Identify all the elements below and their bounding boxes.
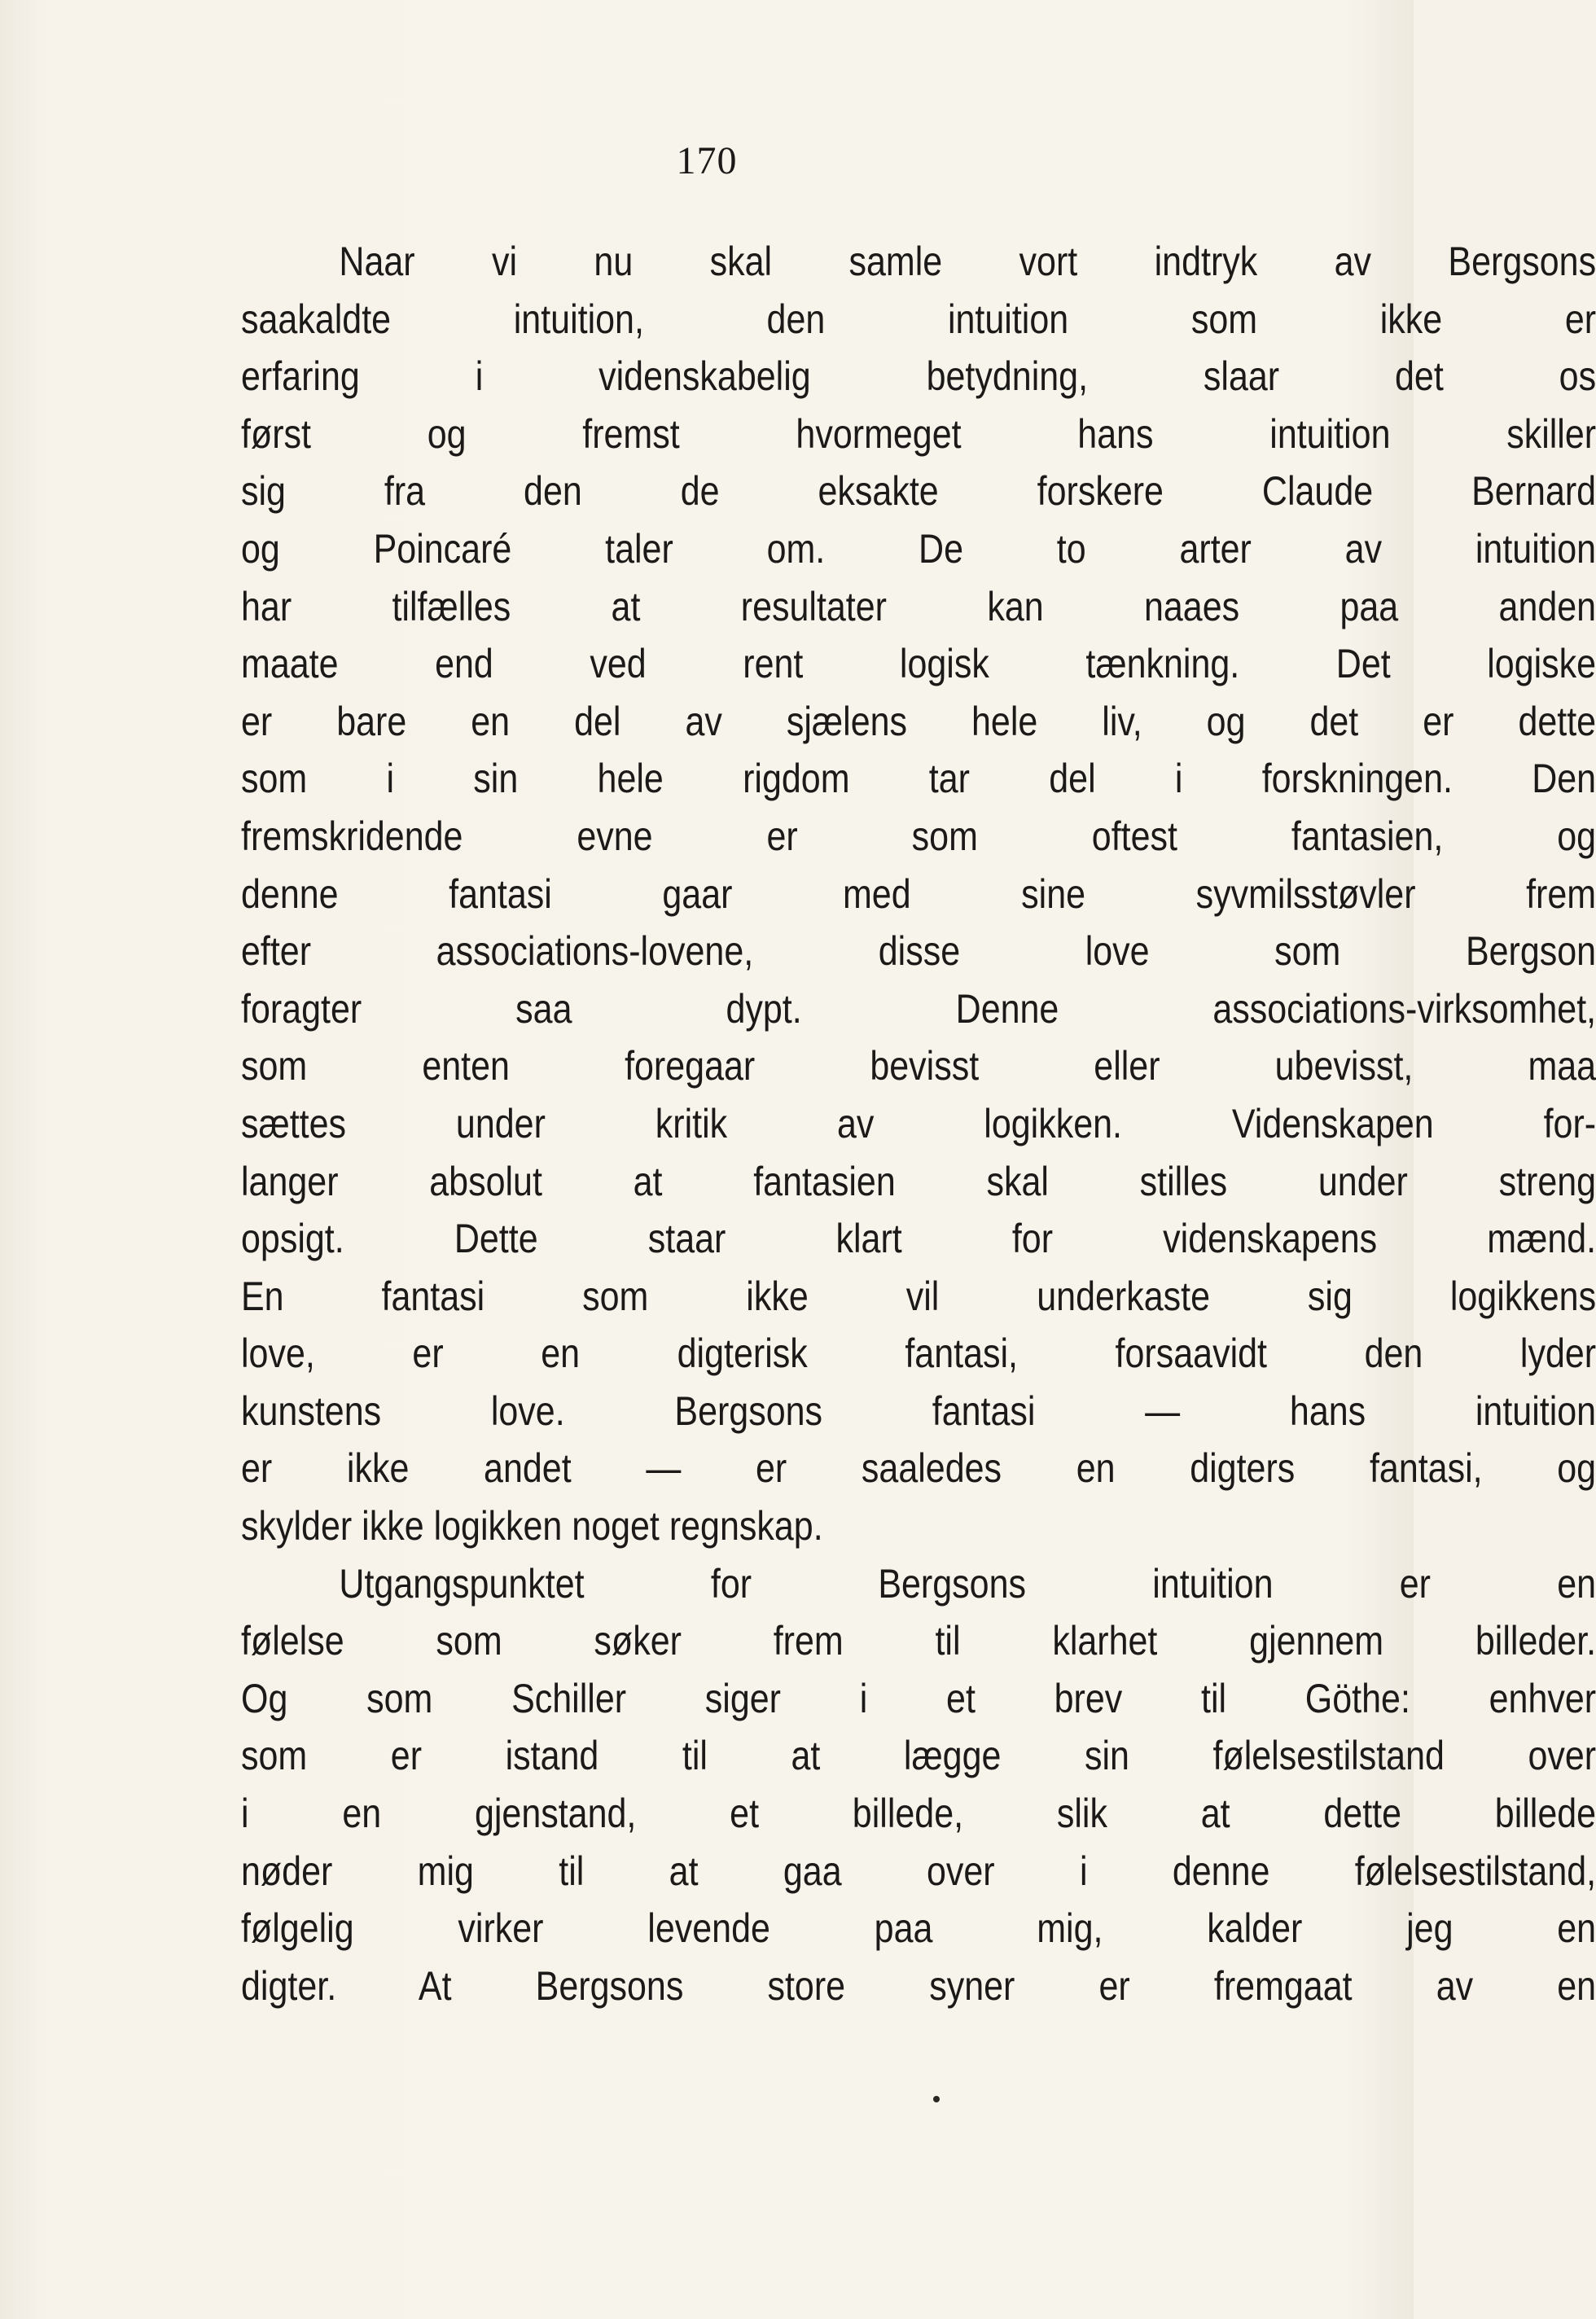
body-text [241, 233, 1596, 2014]
text-line: langer absolut at fantasien skal stilles under streng [241, 1158, 1596, 1204]
text-line: følelse som søker frem til klarhet gjennem billeder. [241, 1618, 1596, 1664]
text-line: er ikke andet — er saaledes en digters fantasi, og [241, 1445, 1596, 1492]
text-line: skylder ikke logikken noget regnskap. [241, 1503, 823, 1550]
text-line: saakaldte intuition, den intuition som ikke er [241, 296, 1596, 342]
text-line: som i sin hele rigdom tar del i forskningen. Den [241, 756, 1596, 802]
text-line: og Poincaré taler om. De to arter av intuition [241, 525, 1596, 572]
text-line: som er istand til at lægge sin følelsestilstand over [241, 1733, 1596, 1779]
text-line: foragter saa dypt. Denne associations-virksomhet, [241, 985, 1596, 1032]
text-line: fremskridende evne er som oftest fantasien, og [241, 813, 1596, 859]
text-line: Og som Schiller siger i et brev til Göthe: enhver [241, 1675, 1596, 1721]
text-line: sættes under kritik av logikken. Videnskapen for- [241, 1100, 1596, 1146]
text-line: Naar vi nu skal samle vort indtryk av Bergsons [339, 239, 1596, 284]
text-line: i en gjenstand, et billede, slik at dette billede [241, 1791, 1596, 1837]
text-line: love, er en digterisk fantasi, forsaavidt den lyder [241, 1330, 1596, 1377]
text-line: erfaring i videnskabelig betydning, slaar det os [241, 353, 1596, 400]
text-line: har tilfælles at resultater kan naaes paa anden [241, 583, 1596, 629]
text-line: er bare en del av sjælens hele liv, og det er dette [241, 698, 1596, 744]
ink-speck [933, 2096, 940, 2102]
text-line: som enten foregaar bevisst eller ubevisst, maa [241, 1043, 1596, 1089]
text-line: En fantasi som ikke vil underkaste sig logikkens [241, 1273, 1596, 1319]
text-line: opsigt. Dette staar klart for videnskapens mænd. [241, 1216, 1596, 1262]
text-line: sig fra den de eksakte forskere Claude Bernard [241, 468, 1596, 515]
text-line: Utgangspunktet for Bergsons intuition er en [339, 1560, 1596, 1607]
text-line: efter associations-lovene, disse love som Bergson [241, 928, 1596, 975]
page-number: 170 [676, 139, 738, 182]
text-line: maate end ved rent logisk tænkning. Det logiske [241, 641, 1596, 687]
text-line: nøder mig til at gaa over i denne følelsestilstand, [241, 1848, 1596, 1894]
text-line: kunstens love. Bergsons fantasi — hans intuition [241, 1387, 1596, 1434]
text-line: denne fantasi gaar med sine syvmilsstøvler frem [241, 870, 1596, 917]
text-line: digter. At Bergsons store syner er fremgaat av en [241, 1962, 1596, 2009]
text-line: først og fremst hvormeget hans intuition skiller [241, 410, 1596, 457]
text-line: følgelig virker levende paa mig, kalder jeg en [241, 1905, 1596, 1952]
